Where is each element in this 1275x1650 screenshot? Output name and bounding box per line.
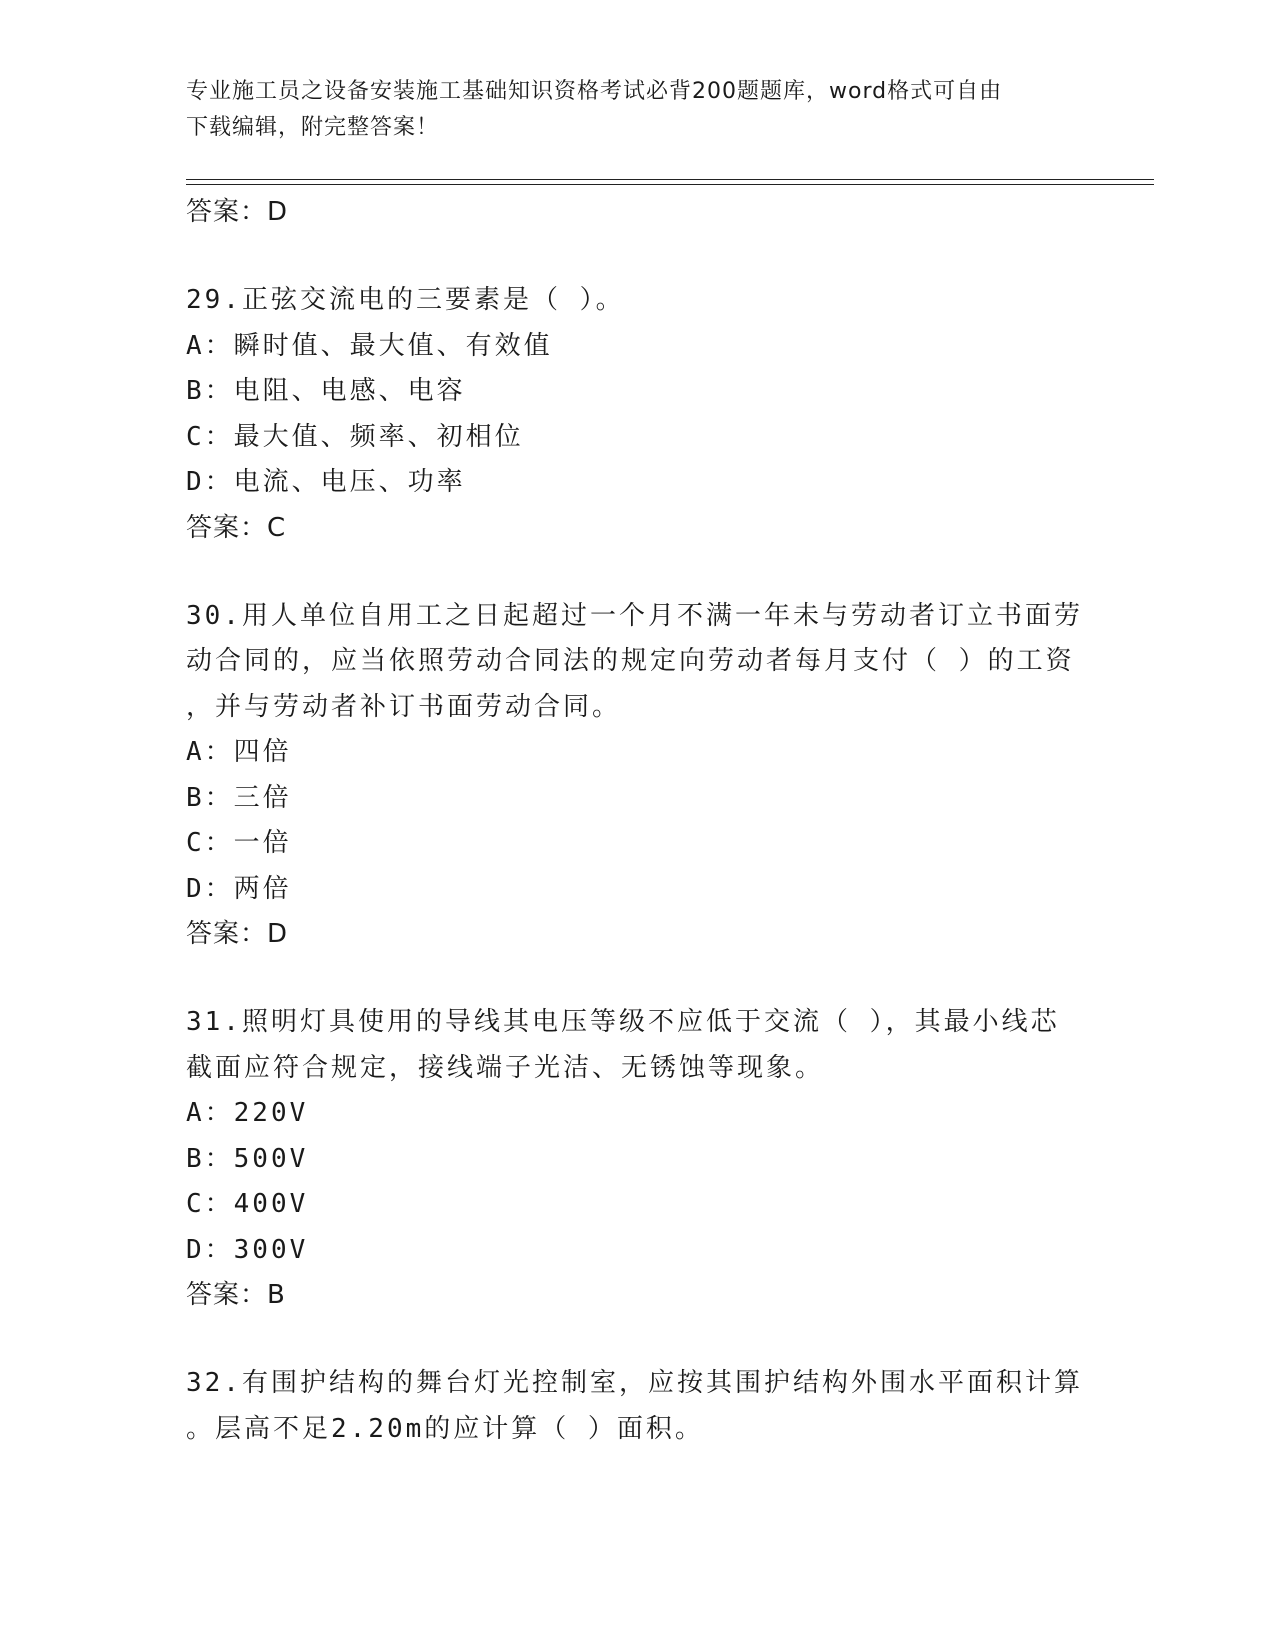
header-divider-bottom — [186, 184, 1154, 185]
question-30-stem-line-2: 动合同的，应当依照劳动合同法的规定向劳动者每月支付（ ）的工资 — [186, 646, 1075, 676]
question-30-option-c: C：一倍 — [186, 828, 292, 858]
question-31-option-a: A：220V — [186, 1098, 309, 1128]
question-32 — [186, 1361, 1086, 1452]
question-30-option-a: A：四倍 — [186, 737, 292, 767]
header-line-1: 专业施工员之设备安装施工基础知识资格考试必背200题题库，word格式可自由 — [186, 79, 1003, 104]
header-line-2: 下载编辑，附完整答案！ — [186, 115, 440, 140]
spacer — [186, 1317, 1086, 1361]
question-29 — [186, 278, 1086, 550]
question-29-option-b: B：电阻、电感、电容 — [186, 376, 466, 406]
spacer — [186, 234, 1086, 278]
answer-31: 答案：B — [186, 1280, 286, 1310]
question-31-option-c: C：400V — [186, 1189, 309, 1219]
question-30-option-d: D：两倍 — [186, 873, 292, 904]
question-29-option-d: D：电流、电压、功率 — [186, 467, 466, 497]
question-31-stem-line-1: 31.照明灯具使用的导线其电压等级不应低于交流（ ），其最小线芯 — [186, 1007, 1060, 1037]
question-30 — [186, 594, 1086, 957]
answer-29: 答案：C — [186, 512, 287, 543]
answer-28: 答案：D — [186, 197, 289, 227]
question-32-stem-line-2: 。层高不足2.20m的应计算（ ）面积。 — [186, 1413, 704, 1444]
spacer — [186, 956, 1086, 1000]
header-divider-top — [186, 179, 1154, 180]
question-31-option-d: D：300V — [186, 1234, 309, 1265]
question-29-option-c: C：最大值、频率、初相位 — [186, 421, 524, 452]
question-30-stem-line-3: ，并与劳动者补订书面劳动合同。 — [186, 691, 622, 722]
question-32-stem-line-1: 32.有围护结构的舞台灯光控制室，应按其围护结构外围水平面积计算 — [186, 1368, 1083, 1398]
question-30-stem-line-1: 30.用人单位自用工之日起超过一个月不满一年未与劳动者订立书面劳 — [186, 600, 1083, 631]
answer-30: 答案：D — [186, 919, 289, 949]
spacer — [186, 550, 1086, 594]
question-31-stem-line-2: 截面应符合规定，接线端子光洁、无锈蚀等现象。 — [186, 1052, 825, 1083]
question-29-stem: 29.正弦交流电的三要素是（ ）。 — [186, 285, 625, 315]
question-30-option-b: B：三倍 — [186, 782, 292, 813]
question-content — [186, 190, 1086, 1452]
document-header — [186, 74, 1086, 146]
question-29-option-a: A：瞬时值、最大值、有效值 — [186, 330, 553, 361]
question-31 — [186, 1000, 1086, 1317]
question-31-option-b: B：500V — [186, 1143, 309, 1174]
